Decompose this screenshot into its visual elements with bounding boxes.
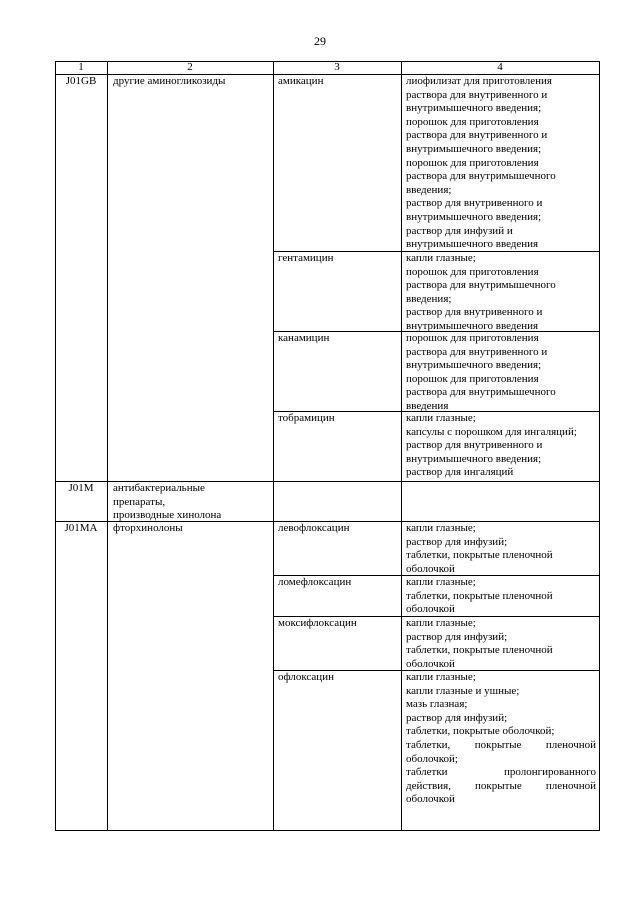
column-divider-3: [401, 61, 402, 831]
dosage-forms: [406, 75, 596, 252]
form-line: таблетки, покрытые оболочкой;: [406, 725, 555, 738]
form-line: препараты,: [113, 495, 166, 508]
form-line: [406, 793, 596, 807]
form-word: оболочкой: [406, 793, 455, 806]
header-col-3: 3: [334, 61, 340, 73]
drug-name: ломефлоксацин: [278, 576, 352, 588]
form-line: таблетки, покрытые пленочной: [406, 589, 553, 602]
form-line: капли глазные;: [406, 617, 476, 629]
header-col-2: 2: [187, 61, 193, 73]
header-col-1: 1: [78, 61, 84, 73]
form-line: раствор для инфузий и: [406, 224, 513, 237]
dosage-forms: [406, 332, 596, 414]
form-word: покрытые: [474, 738, 522, 751]
form-line: внутримышечного введения: [406, 319, 539, 332]
drug-name: амикацин: [278, 75, 324, 87]
form-line: оболочкой: [406, 657, 455, 670]
drug-name: гентамицин: [278, 252, 334, 264]
form-line: раствор для инфузий;: [406, 630, 508, 643]
dosage-forms: [406, 252, 596, 334]
atc-code: J01MA: [64, 522, 98, 534]
form-line: [406, 753, 596, 767]
form-line: производные хинолона: [113, 509, 222, 522]
table-border-right: [599, 61, 600, 831]
form-line: капли глазные и ушные;: [406, 684, 520, 697]
form-line: внутримышечного введения;: [406, 452, 542, 465]
form-line: антибактериальные: [113, 482, 205, 494]
form-line: [406, 780, 596, 794]
drug-name: моксифлоксацин: [278, 617, 357, 629]
form-line: капсулы с порошком для ингаляций;: [406, 425, 577, 438]
header-col-4: 4: [497, 61, 503, 73]
form-line: порошок для приготовления: [406, 265, 539, 278]
form-line: внутримышечного введения: [406, 238, 539, 251]
form-line: лиофилизат для приготовления: [406, 75, 552, 87]
form-line: порошок для приготовления: [406, 372, 539, 385]
form-line: внутримышечного введения;: [406, 210, 542, 223]
drug-name: тобрамицин: [278, 412, 335, 424]
form-line: капли глазные;: [406, 576, 476, 588]
form-line: раствор для внутривенного и: [406, 306, 543, 319]
atc-group-name: другие аминогликозиды: [113, 75, 226, 87]
dosage-forms: [406, 671, 596, 807]
form-line: раствора для внутримышечного: [406, 170, 556, 183]
form-line: оболочкой: [406, 562, 455, 575]
form-line: оболочкой: [406, 603, 455, 616]
dosage-forms-plain: [406, 671, 596, 739]
form-line: таблетки, покрытые пленочной: [406, 644, 553, 657]
atc-code: J01GB: [65, 75, 97, 87]
form-word: действия,: [406, 779, 451, 792]
dosage-forms: [406, 576, 596, 617]
form-line: раствора для внутримышечного: [406, 386, 556, 399]
form-word: таблетки: [406, 766, 448, 779]
form-word: покрытые: [475, 779, 522, 792]
form-line: порошок для приготовления: [406, 332, 539, 344]
form-line: раствора для внутримышечного: [406, 279, 556, 292]
form-line: капли глазные;: [406, 522, 476, 534]
form-line: раствор для инфузий;: [406, 711, 508, 724]
dosage-forms-justified: [406, 739, 596, 807]
form-word: пленочной: [545, 738, 596, 751]
form-line: введения: [406, 399, 449, 412]
form-line: [406, 766, 596, 780]
drug-name: офлоксацин: [278, 671, 334, 683]
form-line: раствор для внутривенного и: [406, 197, 543, 210]
form-word: оболочкой;: [406, 752, 458, 765]
form-line: мазь глазная;: [406, 698, 468, 711]
dosage-forms: [406, 617, 596, 671]
form-word: пролонгированного: [504, 766, 596, 779]
column-divider-2: [273, 61, 274, 831]
table-bottom-border: [55, 830, 600, 831]
page-number: 29: [314, 34, 326, 48]
atc-group-name: [113, 482, 271, 523]
form-line: таблетки, покрытые пленочной: [406, 549, 553, 562]
form-line: раствора для внутривенного и: [406, 345, 548, 358]
form-line: раствора для внутривенного и: [406, 88, 548, 101]
atc-group-name: фторхинолоны: [113, 522, 183, 534]
form-line: внутримышечного введения;: [406, 359, 542, 372]
form-line: капли глазные;: [406, 671, 476, 683]
drug-name: левофлоксацин: [278, 522, 350, 534]
form-line: внутримышечного введения;: [406, 142, 542, 155]
column-divider-1: [107, 61, 108, 831]
form-line: внутримышечного введения;: [406, 102, 542, 115]
form-line: введения;: [406, 292, 452, 305]
form-line: порошок для приготовления: [406, 115, 539, 128]
form-line: порошок для приготовления: [406, 156, 539, 169]
form-line: [406, 739, 596, 753]
form-line: раствора для внутривенного и: [406, 129, 548, 142]
table-border-left: [55, 61, 56, 831]
form-line: капли глазные;: [406, 252, 476, 264]
form-line: раствор для внутривенного и: [406, 439, 543, 452]
form-line: раствор для инфузий;: [406, 535, 508, 548]
form-line: введения;: [406, 183, 452, 196]
form-line: раствор для ингаляций: [406, 466, 514, 479]
drug-name: канамицин: [278, 332, 330, 344]
drug-table: [55, 61, 600, 831]
dosage-forms: [406, 412, 596, 480]
form-word: таблетки,: [406, 738, 451, 751]
dosage-forms: [406, 522, 596, 576]
form-line: капли глазные;: [406, 412, 476, 424]
atc-code: J01M: [68, 482, 94, 494]
form-word: пленочной: [545, 779, 596, 792]
